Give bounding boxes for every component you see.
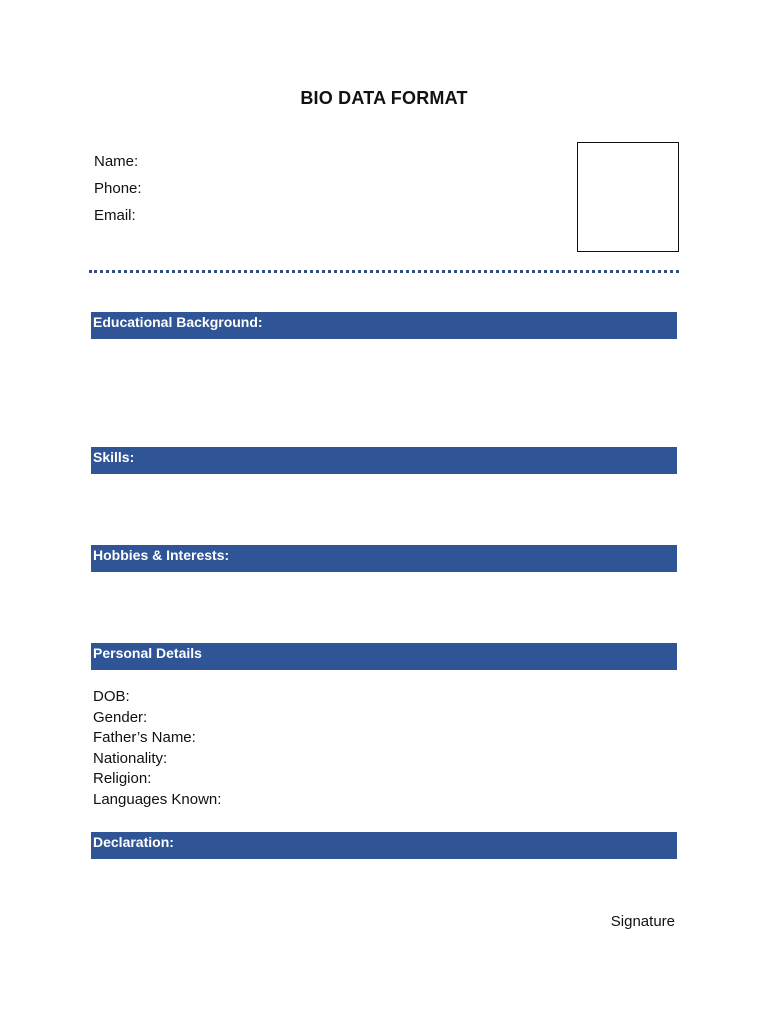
email-label: Email: xyxy=(94,207,136,224)
page-title: BIO DATA FORMAT xyxy=(300,88,468,108)
fathers-name-label: Father’s Name: xyxy=(93,729,196,746)
name-label: Name: xyxy=(94,153,139,170)
contact-info xyxy=(94,152,142,233)
section-educational-background: Educational Background: xyxy=(91,312,677,339)
section-personal-details: Personal Details xyxy=(91,643,677,670)
gender-label: Gender: xyxy=(93,708,148,726)
nationality-label: Nationality: xyxy=(93,749,168,767)
religion-label: Religion: xyxy=(93,770,152,787)
dob-label: DOB: xyxy=(93,688,130,705)
dotted-divider xyxy=(89,270,679,273)
photo-placeholder xyxy=(577,142,679,252)
signature-label: Signature xyxy=(610,913,675,930)
section-skills: Skills: xyxy=(91,447,677,474)
languages-known-label: Languages Known: xyxy=(93,790,222,808)
phone-label: Phone: xyxy=(94,180,142,197)
section-declaration: Declaration: xyxy=(91,832,677,859)
section-hobbies-interests: Hobbies & Interests: xyxy=(91,545,677,572)
personal-details-list xyxy=(93,688,221,811)
